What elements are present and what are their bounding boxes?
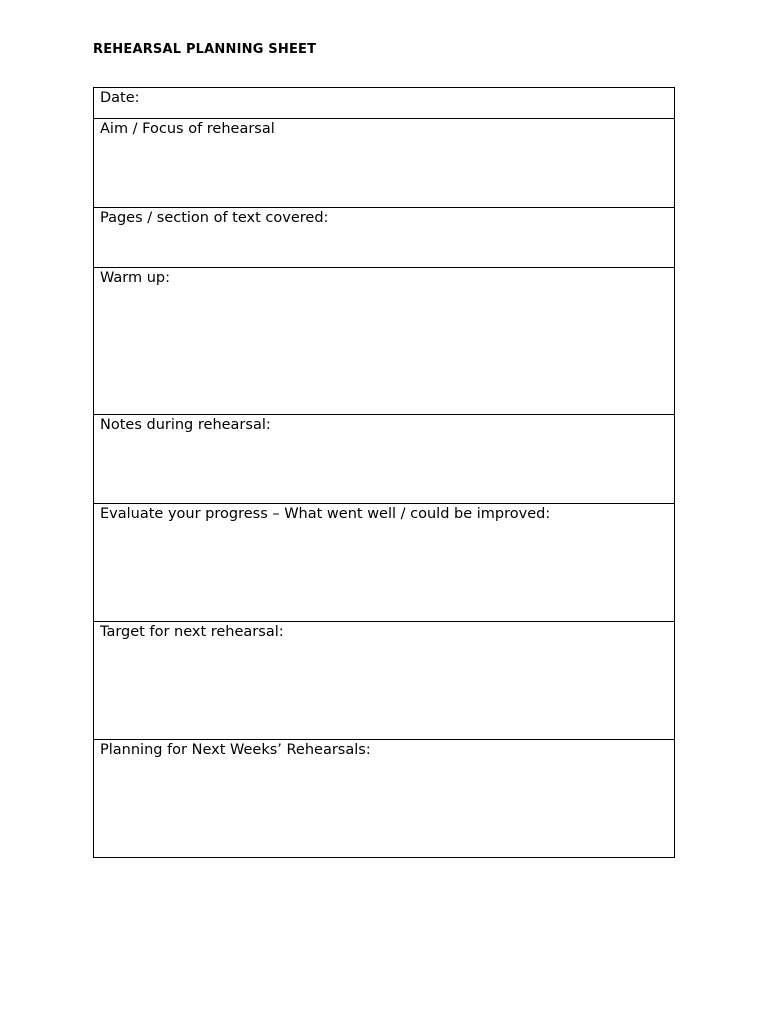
warm-up-field[interactable]	[94, 268, 675, 415]
page-title: REHEARSAL PLANNING SHEET	[93, 42, 317, 57]
table-row	[94, 119, 675, 208]
table-row	[94, 88, 675, 119]
notes-field[interactable]	[94, 415, 675, 504]
field-label: Evaluate your progress – What went well / could be improved:	[100, 506, 551, 522]
field-label: Pages / section of text covered:	[100, 210, 329, 226]
table-row	[94, 208, 675, 268]
evaluate-progress-field[interactable]	[94, 504, 675, 622]
aim-focus-field[interactable]	[94, 119, 675, 208]
table-row	[94, 622, 675, 740]
table-row	[94, 504, 675, 622]
table-row	[94, 415, 675, 504]
field-label: Warm up:	[100, 270, 171, 286]
field-label: Target for next rehearsal:	[100, 624, 284, 640]
field-label: Notes during rehearsal:	[100, 417, 271, 433]
target-field[interactable]	[94, 622, 675, 740]
table-row	[94, 268, 675, 415]
pages-section-field[interactable]	[94, 208, 675, 268]
table-row	[94, 740, 675, 858]
field-label: Date:	[100, 90, 140, 106]
planning-table	[93, 87, 675, 858]
field-label: Aim / Focus of rehearsal	[100, 121, 275, 137]
field-label: Planning for Next Weeks’ Rehearsals:	[100, 742, 371, 758]
planning-field[interactable]	[94, 740, 675, 858]
date-field[interactable]	[94, 88, 675, 119]
